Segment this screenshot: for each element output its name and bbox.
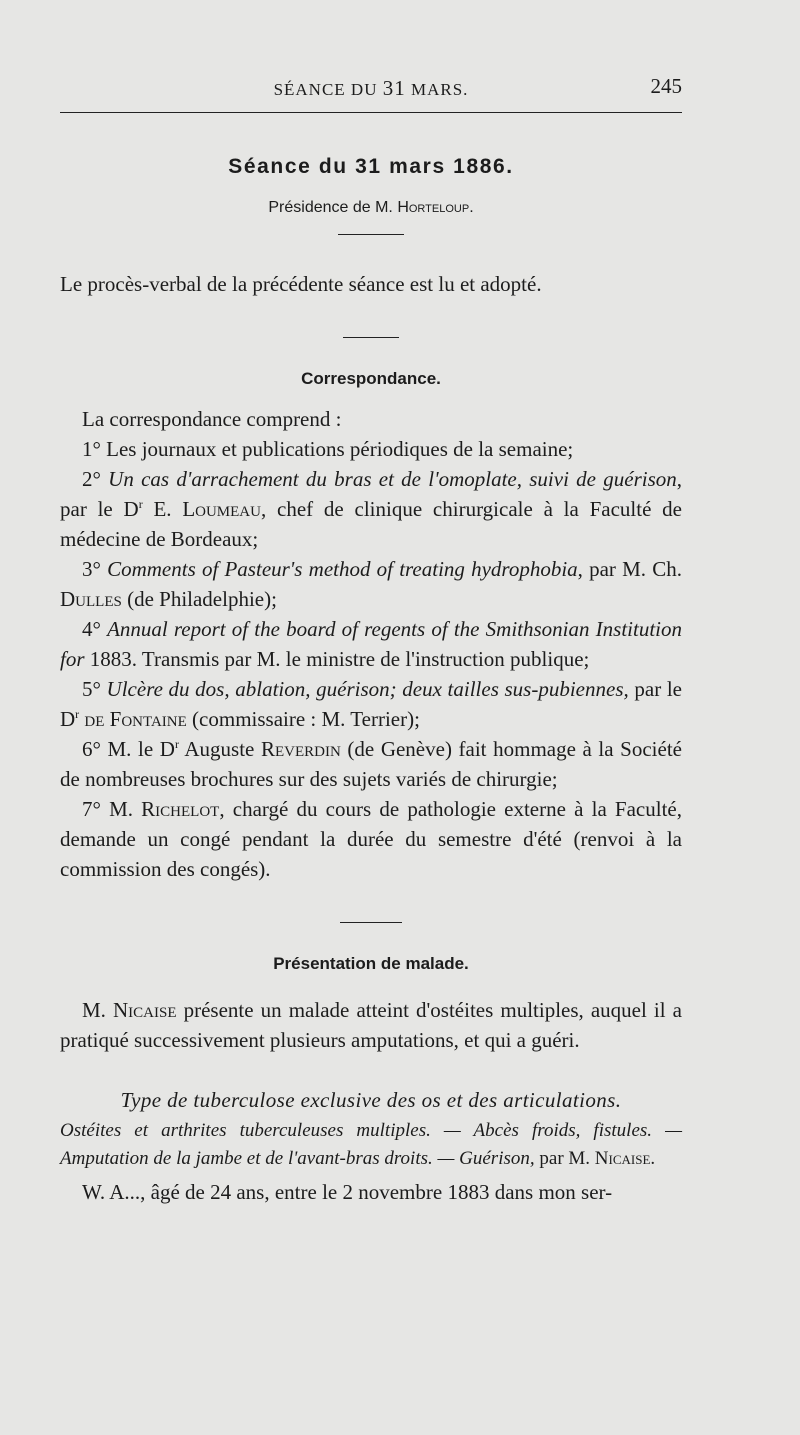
item-pre: 6° M. le D [82,737,175,761]
item-title: Un cas d'arrachement du bras et de l'omoplate, suivi de guérison [108,467,677,491]
author-name: Reverdin [260,737,341,761]
item-title: Comments of Pasteur's method of treating hydrophobia [107,557,578,581]
case-title: Type de tuberculose exclusive des os et des articulations. [120,1088,622,1112]
case-by-pre: par M. [534,1148,595,1169]
item-rest: , chef de clinique chirurgicale à la Faculté de médecine de Bordeaux; [60,497,683,551]
correspondance-item-5 [60,674,682,734]
proces-verbal: Le procès-verbal de la précédente séance est lu et adopté. [60,272,542,296]
item-by: , par le D [60,467,682,521]
author-name: Dulles [60,587,122,611]
item-sup: r [138,497,143,511]
author-name: Nicaise [113,998,177,1022]
case-first-line: W. A..., âgé de 24 ans, entre le 2 novembre 1883 dans mon ser- [82,1180,613,1204]
author-name: Richelot [141,797,220,821]
item-title: Annual report of the board of regents of the Smithsonian Institution for [60,617,682,671]
item-rest: , chargé du cours de pathologie externe à la Faculté, demande un congé pendant la durée du semestre d'été (renvoi à la commission des congés). [60,797,682,881]
case-by-post: . [650,1148,656,1169]
running-title-pre: SÉANCE DU [273,80,383,99]
item-number: 5° [82,677,107,701]
divider-rule [343,337,399,338]
page-content [60,154,682,1207]
item-rest: 1883. Transmis par M. le ministre de l'instruction publique; [84,647,590,671]
running-title-day: 31 [382,76,406,100]
page-number: 245 [650,74,682,98]
header-rule [60,112,682,113]
item-rest: (commissaire : M. Terrier); [186,707,420,731]
president-name: Horteloup [397,199,470,216]
item-sup: r [75,707,80,721]
presentation-title: Présentation de malade. [273,954,469,973]
item-mid: Auguste [178,737,261,761]
item-by: par le D [60,677,682,731]
para-pre: M. [82,998,114,1022]
session-title: Séance du 31 mars 1886. [228,155,514,178]
item-sup: r [174,737,179,751]
item-number: 3° [82,557,108,581]
item-rest: (de Philadelphie); [121,587,277,611]
item-name-pre: E. [142,497,183,521]
case-subtitle [60,1117,682,1173]
correspondance-intro: La correspondance comprend : [82,407,342,431]
running-header [60,74,682,102]
presidence-post: . [469,199,474,216]
item-number: 4° [82,617,108,641]
running-title-post: MARS. [405,80,469,99]
correspondance-item-2 [60,464,682,554]
correspondance-title: Correspondance. [301,369,441,388]
correspondance-item-6 [60,734,682,794]
item-pre: 7° M. [82,797,142,821]
running-title [60,76,682,101]
case-sub-text: Ostéites et arthrites tuberculeuses multiples. — Abcès froids, fistules. — Amputation de la jambe et de l'avant-bras droits. — Guérison, [60,1120,682,1169]
item-rest: (de Genève) fait hommage à la Société de nombreuses brochures sur des sujets variés de chirurgie; [60,737,682,791]
correspondance-item-3 [60,554,682,614]
correspondance-item-7 [60,794,682,884]
item-by: , par M. Ch. [577,557,682,581]
para-rest: présente un malade atteint d'ostéites multiples, auquel il a pratiqué successivement plusieurs amputations, et qui a guéri. [60,998,682,1052]
author-name: Loumeau [182,497,261,521]
presidence-pre: Présidence de M. [268,199,398,216]
divider-rule [338,234,404,235]
item-title: Ulcère du dos, ablation, guérison; deux tailles sus-pubiennes, [106,677,629,701]
presidence-line [60,198,682,218]
author-name: de Fontaine [84,707,187,731]
divider-rule [340,922,402,923]
correspondance-item-4 [60,614,682,674]
author-name: Nicaise [594,1148,651,1169]
presentation-paragraph [60,995,682,1055]
item-number: 2° [82,467,109,491]
correspondance-item-1: 1° Les journaux et publications périodiques de la semaine; [82,437,574,461]
